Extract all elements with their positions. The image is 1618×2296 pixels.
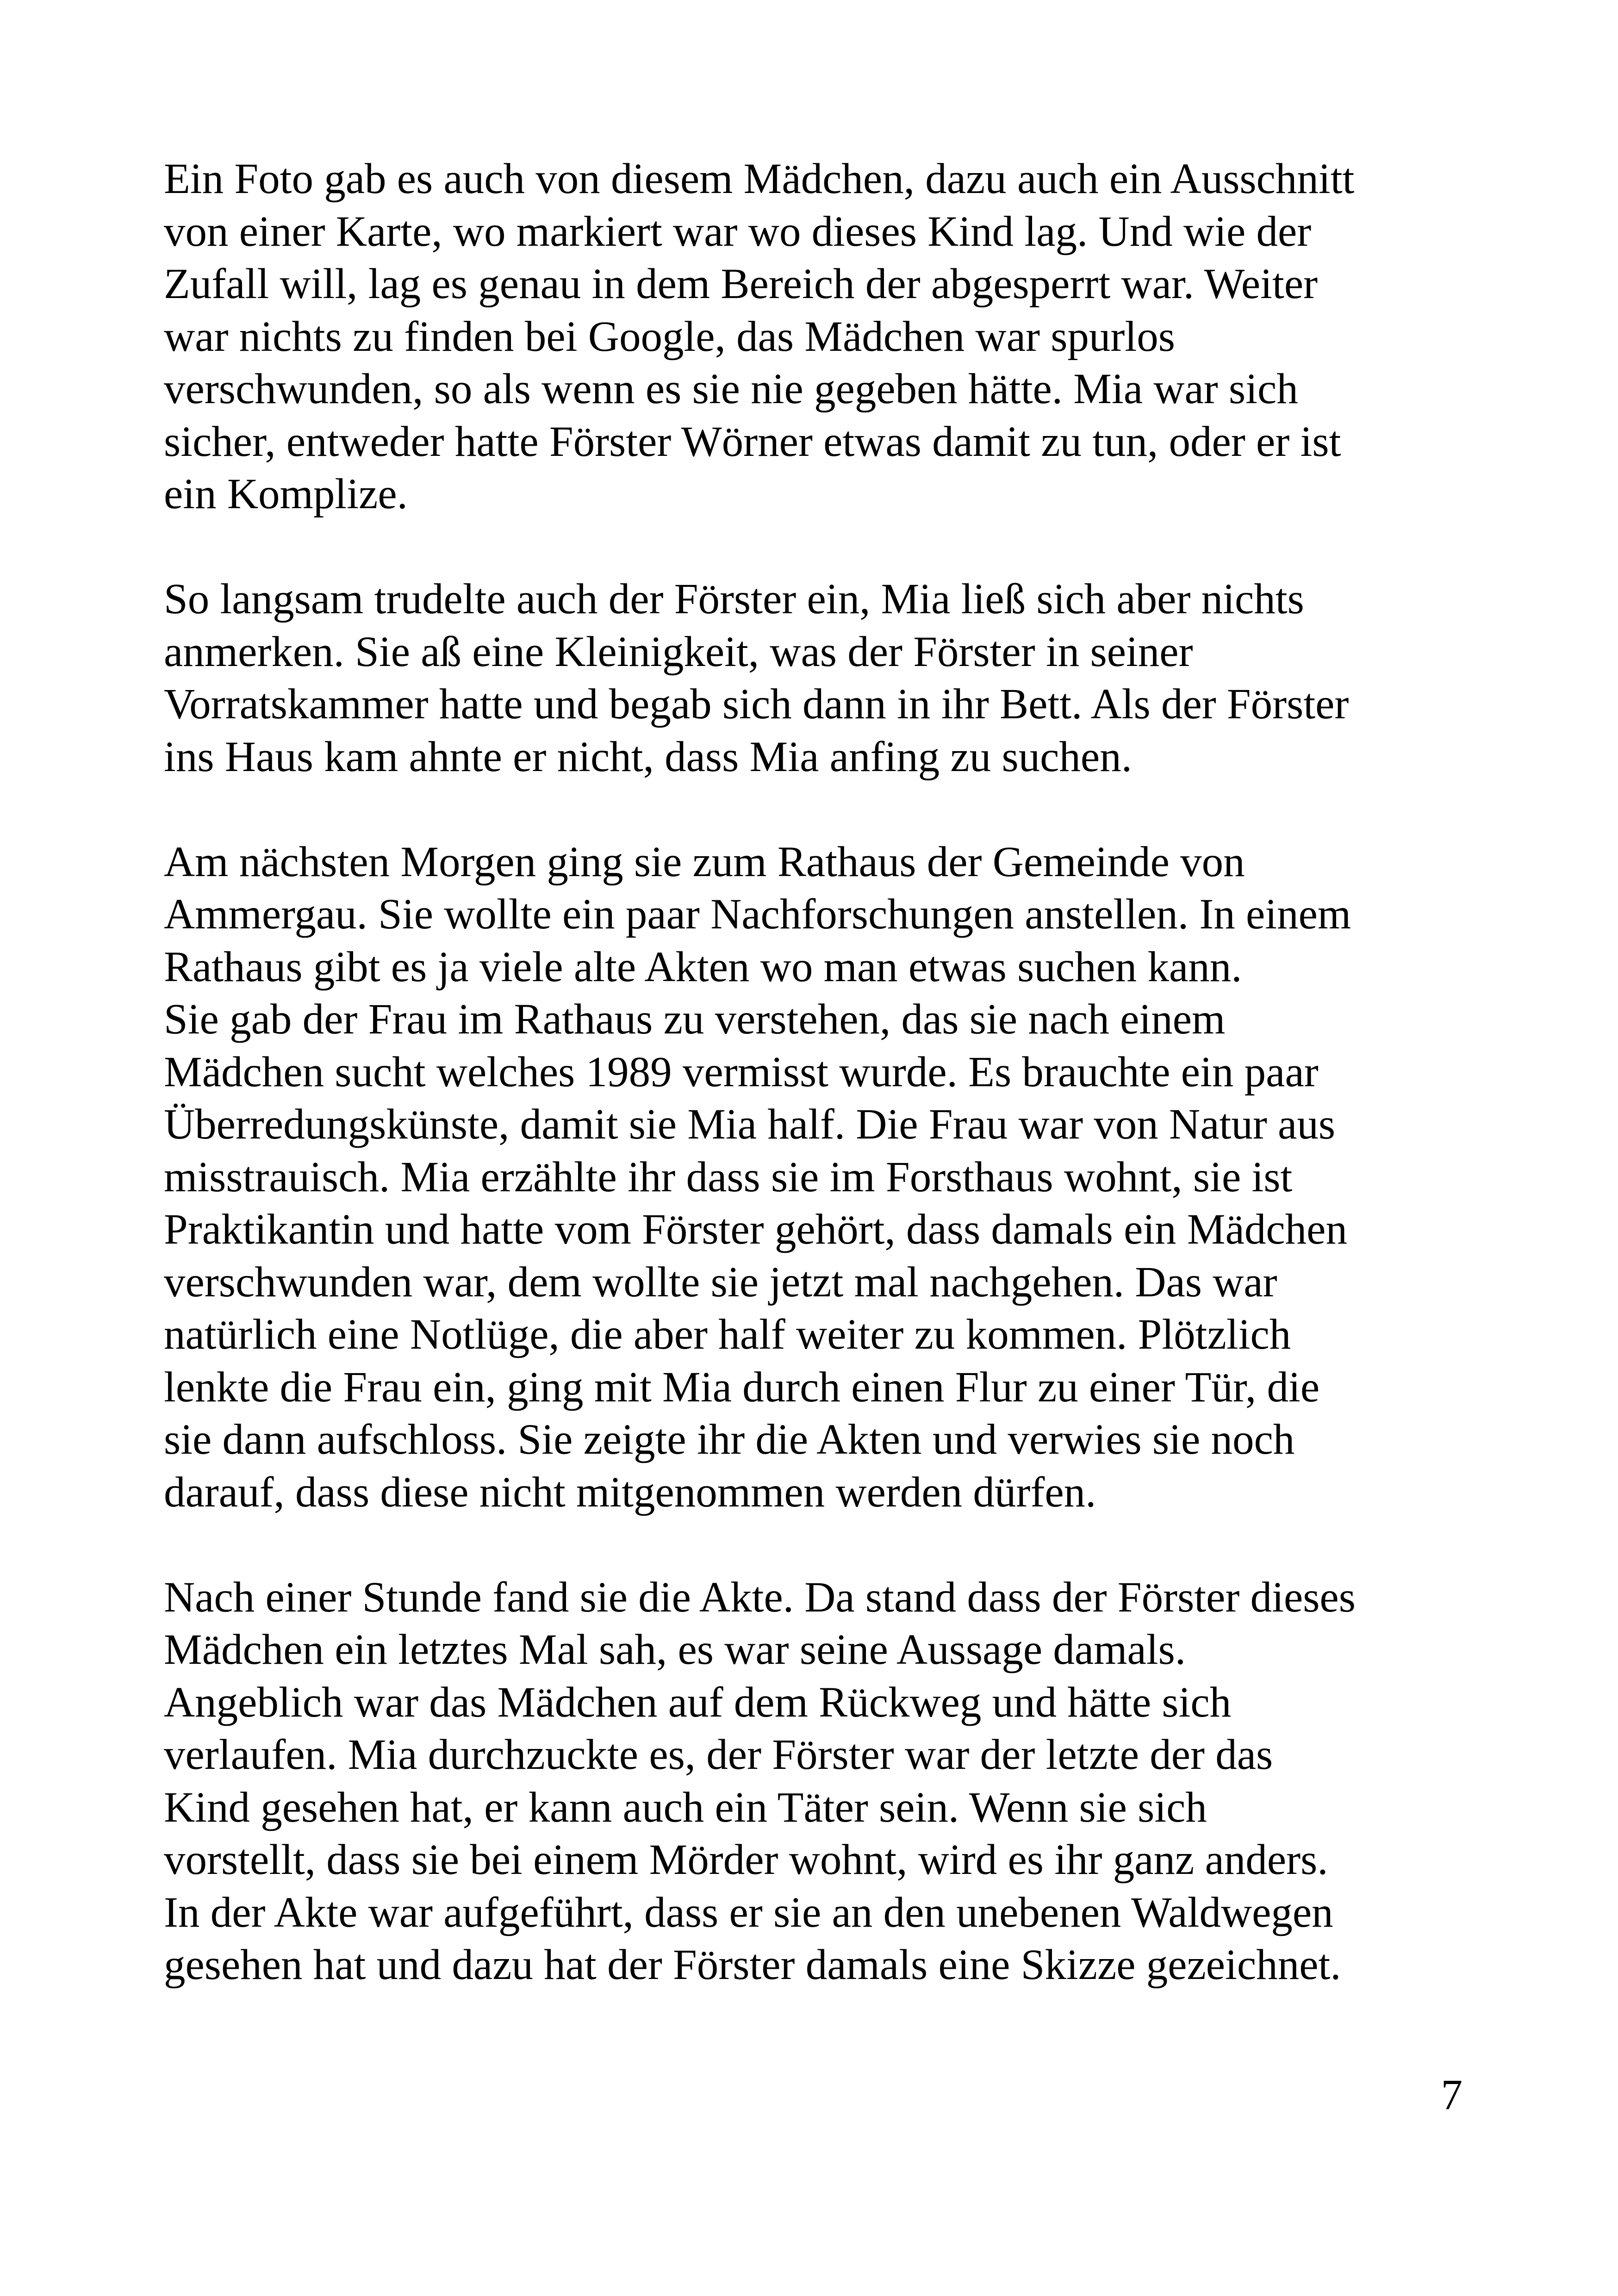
text-line: von einer Karte, wo markiert war wo dieses Kind lag. Und wie der xyxy=(164,207,1312,255)
text-line: natürlich eine Notlüge, die aber half weiter zu kommen. Plötzlich xyxy=(164,1311,1291,1358)
text-line: In der Akte war aufgeführt, dass er sie an den unebenen Waldwegen xyxy=(164,1888,1333,1936)
paragraph xyxy=(164,573,1506,783)
text-line: Vorratskammer hatte und begab sich dann in ihr Bett. Als der Förster xyxy=(164,680,1349,728)
paragraph xyxy=(164,836,1506,1519)
text-line: Ein Foto gab es auch von diesem Mädchen, dazu auch ein Ausschnitt xyxy=(164,155,1355,203)
text-line: Angeblich war das Mädchen auf dem Rückweg und hätte sich xyxy=(164,1678,1232,1726)
paragraph xyxy=(164,153,1506,521)
text-line: misstrauisch. Mia erzählte ihr dass sie im Forsthaus wohnt, sie ist xyxy=(164,1153,1293,1201)
text-line: Nach einer Stunde fand sie die Akte. Da stand dass der Förster dieses xyxy=(164,1573,1356,1621)
text-line: verlaufen. Mia durchzuckte es, der Förster war der letzte der das xyxy=(164,1731,1273,1779)
text-line: Überredungskünste, damit sie Mia half. Die Frau war von Natur aus xyxy=(164,1101,1336,1148)
text-line: gesehen hat und dazu hat der Förster damals eine Skizze gezeichnet. xyxy=(164,1941,1341,1989)
paragraph xyxy=(164,1571,1506,1991)
text-line: Zufall will, lag es genau in dem Bereich der abgesperrt war. Weiter xyxy=(164,260,1318,308)
page-number: 7 xyxy=(1441,2071,1462,2119)
text-line: sie dann aufschloss. Sie zeigte ihr die Akten und verwies sie noch xyxy=(164,1416,1295,1463)
text-line: war nichts zu finden bei Google, das Mädchen war spurlos xyxy=(164,312,1175,361)
text-line: Sie gab der Frau im Rathaus zu verstehen, das sie nach einem xyxy=(164,996,1226,1043)
text-line: Mädchen sucht welches 1989 vermisst wurde. Es brauchte ein paar xyxy=(164,1048,1319,1096)
text-line: anmerken. Sie aß eine Kleinigkeit, was der Förster in seiner xyxy=(164,628,1193,676)
text-line: Kind gesehen hat, er kann auch ein Täter sein. Wenn sie sich xyxy=(164,1783,1207,1831)
text-line: Am nächsten Morgen ging sie zum Rathaus der Gemeinde von xyxy=(164,838,1245,886)
text-line: Praktikantin und hatte vom Förster gehört, dass damals ein Mädchen xyxy=(164,1206,1347,1253)
text-line: Mädchen ein letztes Mal sah, es war seine Aussage damals. xyxy=(164,1626,1186,1674)
text-line: ein Komplize. xyxy=(164,470,408,518)
text-line: vorstellt, dass sie bei einem Mörder wohnt, wird es ihr ganz anders. xyxy=(164,1836,1328,1884)
text-line: darauf, dass diese nicht mitgenommen werden dürfen. xyxy=(164,1468,1096,1516)
text-line: ins Haus kam ahnte er nicht, dass Mia anfing zu suchen. xyxy=(164,733,1132,781)
text-line: lenkte die Frau ein, ging mit Mia durch einen Flur zu einer Tür, die xyxy=(164,1363,1320,1411)
text-line: Ammergau. Sie wollte ein paar Nachforschungen anstellen. In einem xyxy=(164,890,1351,938)
text-line: verschwunden, so als wenn es sie nie gegeben hätte. Mia war sich xyxy=(164,365,1298,413)
text-line: verschwunden war, dem wollte sie jetzt mal nachgehen. Das war xyxy=(164,1258,1277,1306)
body-text xyxy=(164,153,1506,2044)
text-line: So langsam trudelte auch der Förster ein, Mia ließ sich aber nichts xyxy=(164,575,1304,623)
text-line: Rathaus gibt es ja viele alte Akten wo man etwas suchen kann. xyxy=(164,943,1242,991)
text-line: sicher, entweder hatte Förster Wörner etwas damit zu tun, oder er ist xyxy=(164,417,1341,466)
